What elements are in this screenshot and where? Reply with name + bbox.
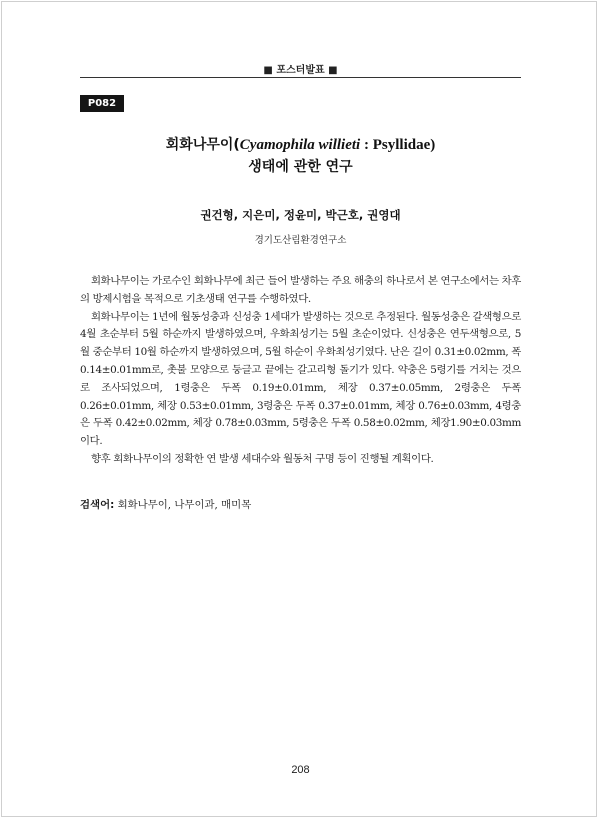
paper-title bbox=[80, 134, 521, 178]
title-line-1 bbox=[80, 134, 521, 156]
abstract-paragraph: 향후 회화나무이의 정확한 연 발생 세대수와 월동처 구명 등이 진행될 계획이다. bbox=[91, 452, 434, 465]
scientific-name: Cyamophila willieti : Psyllidae) bbox=[239, 137, 436, 153]
keywords-text: 회화나무이, 나무이과, 매미목 bbox=[114, 499, 252, 511]
title-line-2: 생태에 관한 연구 bbox=[248, 159, 353, 175]
authors: 권건형, 지은미, 정윤미, 박근호, 권영대 bbox=[200, 208, 401, 222]
title-prefix: 회화나무이( bbox=[165, 137, 240, 153]
section-header: ■ 포스터발표 ■ bbox=[263, 65, 338, 76]
abstract-paragraph: 회화나무이는 가로수인 회화나무에 최근 들어 발생하는 주요 해충의 하나로서 본 연구소에서는 차후의 방제시험을 목적으로 기초생태 연구를 수행하였다. bbox=[80, 275, 521, 305]
abstract-paragraph: 회화나무이는 1년에 월동성충과 신성충 1세대가 발생하는 것으로 추정된다. 월동성충은 갈색형으로 4월 초순부터 5월 하순까지 발생하였으며, 우화최성기는 5월 초순이었다. 신성충은 연두색형으로, 5월 중순부터 10월 하순까지 발생하였으며, 5월 하순이 우화최성기였다. 난은 길이 0.31±0.02mm, 폭 0.14±0.01mm로, 촛불 모양으로 둥글고 끝에는 갈고리형 돌기가 있다. 약충은 5령기를 거치는 것으로 조사되었으며, 1령충은 두폭 0.19±0.01mm, 체장 0.37±0.05mm, 2령충은 두폭 0.26±0.01mm, 체장 0.53±0.01mm, 3령충은 두폭 0.37±0.01mm, 체장 0.76±0.03mm, 4령충은 두폭 0.42±0.02mm, 체장 0.78±0.03mm, 5령충은 두폭 0.58±0.02mm, 체장1.90±0.03mm이다. bbox=[80, 310, 521, 448]
abstract-body bbox=[80, 273, 521, 469]
page-number: 208 bbox=[291, 764, 310, 776]
keywords bbox=[80, 496, 521, 511]
affiliation: 경기도산림환경연구소 bbox=[254, 235, 347, 246]
header-rule bbox=[80, 77, 521, 78]
keywords-label: 검색어: bbox=[80, 499, 115, 511]
poster-id-badge: P082 bbox=[80, 95, 124, 112]
